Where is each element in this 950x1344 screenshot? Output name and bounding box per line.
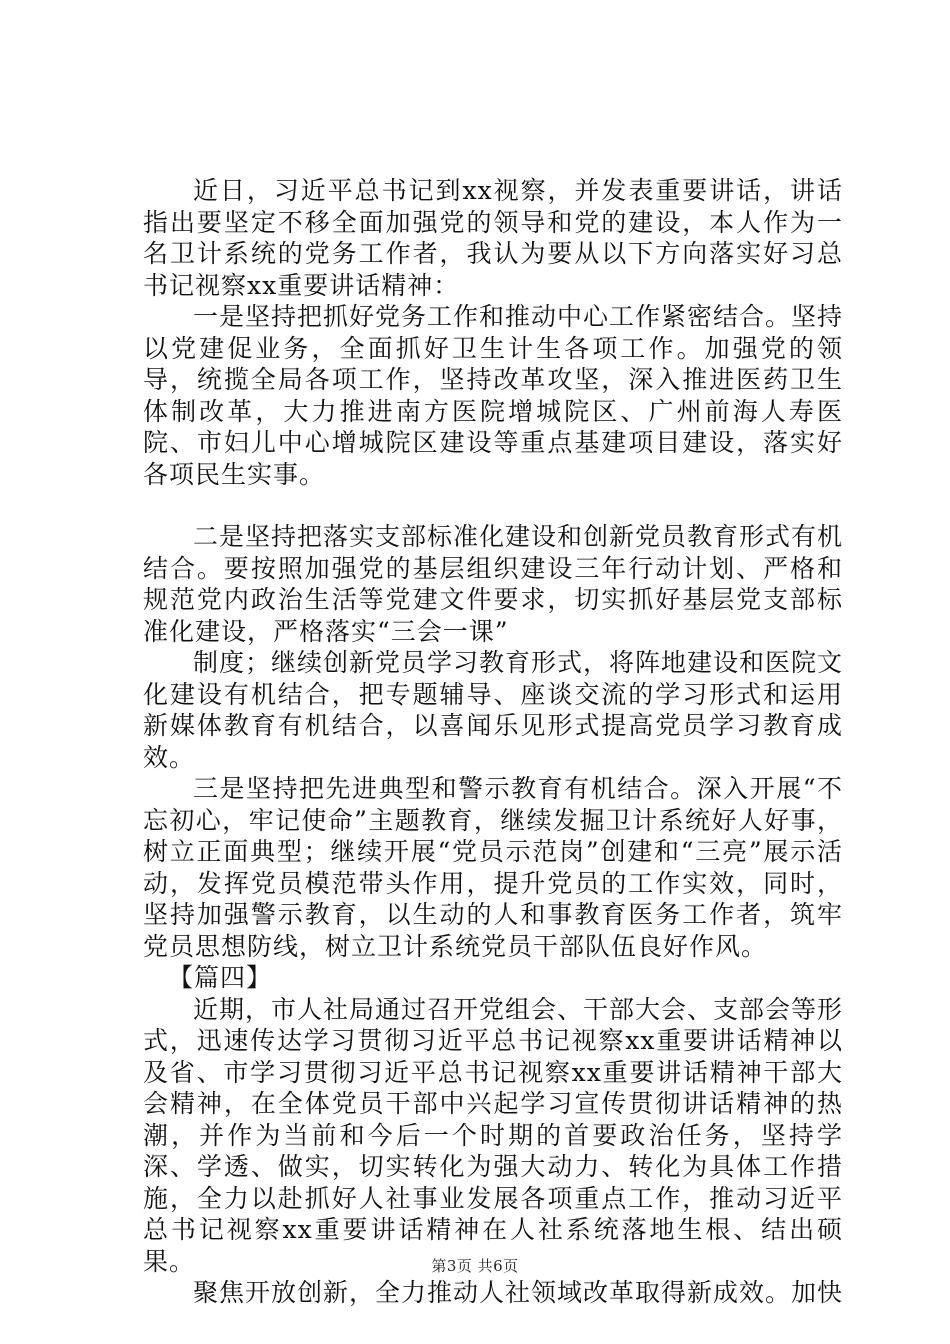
paragraph-part-four-focus: 聚焦开放创新，全力推动人社领域改革取得新成效。加快 — [193, 1278, 844, 1307]
paragraph-point-one: 一是坚持把抓好党务工作和推动中心工作紧密结合。坚持以党建促业务，全面抓好卫生计生各项工作。加强党的领导，统揽全局各项工作，坚持改革攻坚，深入推进医药卫生体制改革，大力推进南方医院增城院区、广州前海人寿医院、市妇儿中心增城院区建设等重点基建项目建设，落实好各项民生实事。 — [143, 302, 844, 489]
document-body — [143, 175, 843, 1309]
paragraph-point-two-continued: 制度；继续创新党员学习教育形式，将阵地建设和医院文化建设有机结合，把专题辅导、座谈交流的学习形式和运用新媒体教育有机结合，以喜闻乐见形式提高党员学习教育成效。 — [143, 648, 844, 772]
paragraph-point-two: 二是坚持把落实支部标准化建设和创新党员教育形式有机结合。要按照加强党的基层组织建设三年行动计划、严格和规范党内政治生活等党建文件要求，切实抓好基层党支部标准化建设，严格落实“三会一课” — [143, 522, 844, 646]
paragraph-intro: 近日，习近平总书记到xx视察，并发表重要讲话，讲话指出要坚定不移全面加强党的领导和党的建设，本人作为一名卫计系统的党务工作者，我认为要从以下方向落实好习总书记视察xx重要讲话精神： — [143, 176, 843, 300]
paragraph-point-three: 三是坚持把先进典型和警示教育有机结合。深入开展“不忘初心，牢记使命”主题教育，继续发掘卫计系统好人好事，树立正面典型；继续开展“党员示范岗”创建和“三亮”展示活动，发挥党员模范带头作用，提升党员的工作实效，同时，坚持加强警示教育，以生动的人和事教育医务工作者，筑牢党员思想防线，树立卫计系统党员干部队伍良好作风。 — [143, 774, 843, 961]
section-heading-part-four: 【篇四】 — [168, 963, 273, 992]
paragraph-part-four-intro: 近期，市人社局通过召开党组会、干部大会、支部会等形式，迅速传达学习贯彻习近平总书记视察xx重要讲话精神以及省、市学习贯彻习近平总书记视察xx重要讲话精神干部大会精神，在全体党员干部中兴起学习宣传贯彻讲话精神的热潮，并作为当前和今后一个时期的首要政治任务，坚持学深、学透、做实，切实转化为强大动力、转化为具体工作措施，全力以赴抓好人社事业发展各项重点工作，推动习近平总书记视察xx重要讲话精神在人社系统落地生根、结出硕果。 — [143, 994, 844, 1276]
page-number-footer: 第3页 共6页 — [431, 1257, 519, 1275]
